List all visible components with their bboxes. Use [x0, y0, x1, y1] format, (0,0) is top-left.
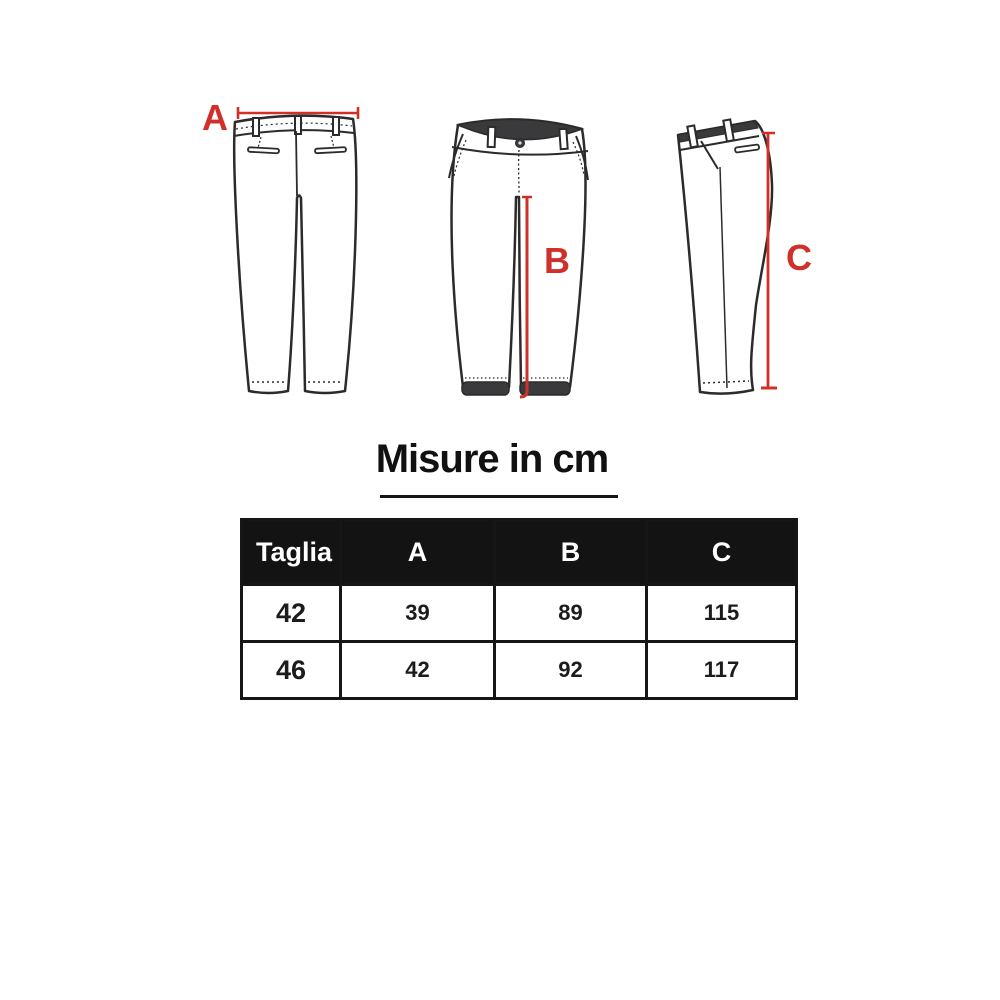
table-cell-a: 42 — [341, 642, 495, 699]
table-cell-size: 46 — [242, 642, 341, 699]
table-cell-a: 39 — [341, 585, 495, 642]
table-cell-c: 117 — [647, 642, 797, 699]
table-row-size-46 — [242, 642, 797, 699]
table-cell-c: 115 — [647, 585, 797, 642]
waist-button — [516, 139, 525, 148]
page-title: Misure in cm — [375, 437, 609, 481]
size-table — [240, 518, 798, 700]
title-underline — [380, 495, 618, 498]
back-pocket-left — [248, 147, 279, 153]
table-header-c: C — [647, 520, 797, 585]
table-header-taglia: Taglia — [242, 520, 341, 585]
pants-side-outline — [678, 121, 772, 394]
measurement-label-b: B — [544, 240, 570, 281]
size-table-header-row — [242, 520, 797, 585]
pants-side-view-drawing — [665, 105, 800, 405]
hem-cuffs — [462, 382, 570, 395]
pants-back-view-illustration — [220, 98, 380, 408]
back-pocket-right — [315, 147, 346, 153]
pants-front-view-drawing — [435, 100, 605, 410]
pants-back-view-drawing — [220, 98, 380, 408]
pants-back-outline — [234, 116, 356, 393]
table-cell-b: 89 — [495, 585, 647, 642]
table-header-b: B — [495, 520, 647, 585]
measurement-label-c: C — [786, 237, 812, 278]
center-seam — [296, 131, 297, 196]
table-header-a: A — [341, 520, 495, 585]
table-row-size-42 — [242, 585, 797, 642]
measurement-label-a: A — [202, 97, 228, 138]
pants-side-view-illustration — [665, 105, 800, 405]
pants-front-view-illustration — [435, 100, 605, 410]
table-cell-size: 42 — [242, 585, 341, 642]
table-cell-b: 92 — [495, 642, 647, 699]
